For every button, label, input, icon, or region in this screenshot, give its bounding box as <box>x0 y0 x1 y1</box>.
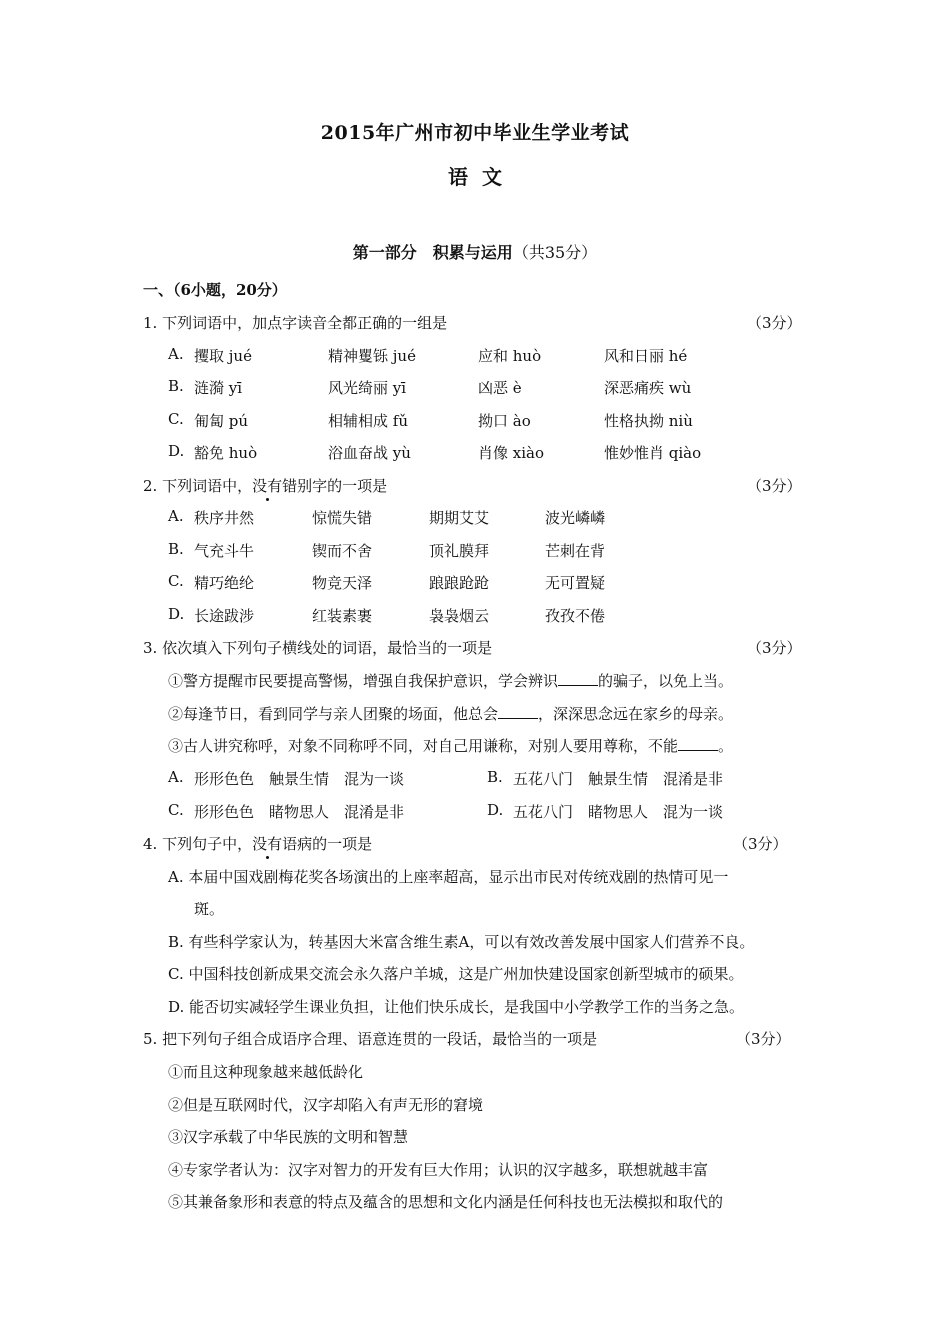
question-2-score: （3分） <box>747 477 802 495</box>
word-item: 顶礼膜拜 <box>429 542 490 560</box>
word-item: 匍匐 pú <box>194 412 249 430</box>
word-item: 气充斗牛 <box>194 542 255 560</box>
word-item: 风和日丽 hé <box>604 347 688 365</box>
option-letter: D. <box>168 605 185 623</box>
q5-item-4: ④专家学者认为：汉字对智力的开发有巨大作用；认识的汉字越多，联想就越丰富 <box>168 1161 709 1179</box>
q4-option-c: C. 中国科技创新成果交流会永久落户羊城，这是广州加快建设国家创新型城市的硕果。 <box>168 965 744 983</box>
word-item: 孜孜不倦 <box>545 607 606 625</box>
option-letter: D. <box>168 442 185 460</box>
option-letter: B. <box>168 540 184 558</box>
word-item: 踉踉跄跄 <box>429 574 490 592</box>
word-item: 攫取 jué <box>194 347 252 365</box>
word-item: 秩序井然 <box>194 509 255 527</box>
sentence-text: 的骗子，以免上当。 <box>598 672 734 690</box>
option-letter: C. <box>168 572 184 590</box>
stem-text: 错别字的一项是 <box>282 477 388 495</box>
option-text: 形形色色 睹物思人 混淆是非 <box>194 803 405 821</box>
word-item: 深恶痛疾 wù <box>604 379 692 397</box>
stem-text: 语病的一项是 <box>282 835 373 853</box>
sentence-text: 。 <box>718 737 734 755</box>
word-item: 凶恶 è <box>478 379 522 397</box>
question-1-stem: 1. 下列词语中，加点字读音全都正确的一组是 <box>143 314 448 332</box>
sentence-text: ③古人讲究称呼，对象不同称呼不同，对自己用谦称，对别人要用尊称，不能 <box>168 737 679 755</box>
q4-option-a: A. 本届中国戏剧梅花奖各场演出的上座率超高，显示出市民对传统戏剧的热情可见一 <box>168 868 729 886</box>
option-letter: A. <box>168 768 184 786</box>
option-text: 形形色色 触景生情 混为一谈 <box>194 770 405 788</box>
word-item: 芒刺在背 <box>545 542 606 560</box>
fill-blank <box>558 671 598 686</box>
word-item: 精神矍铄 jué <box>328 347 416 365</box>
emphasis-dotted: 没有 <box>252 835 283 853</box>
sentence-text: ②每逢节日，看到同学与亲人团聚的场面，他总会 <box>168 705 499 723</box>
word-item: 期期艾艾 <box>429 509 490 527</box>
q3-sentence-3 <box>168 735 733 756</box>
word-item: 惊慌失错 <box>312 509 373 527</box>
word-item: 涟漪 yī <box>194 379 243 397</box>
q5-item-1: ①而且这种现象越来越低龄化 <box>168 1063 364 1081</box>
q3-sentence-2 <box>168 703 733 724</box>
q4-option-b: B. 有些科学家认为，转基因大米富含维生素A，可以有效改善发展中国家人们营养不良。 <box>168 933 755 951</box>
option-letter: B. <box>487 768 503 786</box>
question-4-stem <box>143 833 372 854</box>
option-letter: A. <box>168 507 184 525</box>
q5-item-5: ⑤其兼备象形和表意的特点及蕴含的思想和文化内涵是任何科技也无法模拟和取代的 <box>168 1193 724 1211</box>
word-item: 浴血奋战 yù <box>328 444 411 462</box>
q3-sentence-1 <box>168 670 733 691</box>
question-1-score: （3分） <box>747 314 802 332</box>
fill-blank <box>498 704 538 719</box>
word-item: 肖像 xiào <box>478 444 544 462</box>
q5-item-3: ③汉字承载了中华民族的文明和智慧 <box>168 1128 409 1146</box>
word-item: 拗口 ào <box>478 412 531 430</box>
option-letter: C. <box>168 410 184 428</box>
subject-title: 语文 <box>448 165 516 189</box>
option-letter: D. <box>487 801 504 819</box>
question-4-score: （3分） <box>733 835 788 853</box>
sentence-text: ，深深思念远在家乡的母亲。 <box>538 705 734 723</box>
q4-option-a-cont: 斑。 <box>194 900 225 918</box>
word-item: 应和 huò <box>478 347 542 365</box>
option-letter: C. <box>168 801 184 819</box>
question-5-stem: 5. 把下列句子组合成语序合理、语意连贯的一段话，最恰当的一项是 <box>143 1030 598 1048</box>
word-item: 性格执拗 niù <box>604 412 693 430</box>
question-2-stem <box>143 475 387 496</box>
word-item: 相辅相成 fǔ <box>328 412 408 430</box>
sentence-text: ①警方提醒市民要提高警惕，增强自我保护意识，学会辨识 <box>168 672 559 690</box>
option-letter: A. <box>168 345 184 363</box>
option-letter: B. <box>168 377 184 395</box>
question-3-score: （3分） <box>747 639 802 657</box>
q4-option-d: D. 能否切实减轻学生课业负担，让他们快乐成长，是我国中小学教学工作的当务之急。 <box>168 998 745 1016</box>
word-item: 波光嶙嶙 <box>545 509 606 527</box>
section-heading <box>0 240 950 263</box>
stem-text: 4. 下列句子中， <box>143 835 253 853</box>
question-5-score: （3分） <box>736 1030 791 1048</box>
part-heading: 一、（6小题，20分） <box>143 281 287 299</box>
stem-text: 2. 下列词语中， <box>143 477 253 495</box>
exam-title: 2015年广州市初中毕业生学业考试 <box>320 122 630 144</box>
word-item: 物竞天泽 <box>312 574 373 592</box>
q5-item-2: ②但是互联网时代，汉字却陷入有声无形的窘境 <box>168 1096 484 1114</box>
option-text: 五花八门 睹物思人 混为一谈 <box>513 803 724 821</box>
section-title: 第一部分 积累与运用 <box>352 243 513 262</box>
word-item: 风光绮丽 yī <box>328 379 407 397</box>
word-item: 豁免 huò <box>194 444 258 462</box>
word-item: 精巧绝纶 <box>194 574 255 592</box>
word-item: 袅袅烟云 <box>429 607 490 625</box>
fill-blank <box>678 736 718 751</box>
word-item: 无可置疑 <box>545 574 606 592</box>
emphasis-dotted: 没有 <box>252 477 283 495</box>
section-score: （共35分） <box>512 243 598 262</box>
word-item: 惟妙惟肖 qiào <box>604 444 702 462</box>
word-item: 锲而不舍 <box>312 542 373 560</box>
word-item: 红装素裹 <box>312 607 373 625</box>
question-3-stem: 3. 依次填入下列句子横线处的词语，最恰当的一项是 <box>143 639 493 657</box>
option-text: 五花八门 触景生情 混淆是非 <box>513 770 724 788</box>
word-item: 长途跋涉 <box>194 607 255 625</box>
